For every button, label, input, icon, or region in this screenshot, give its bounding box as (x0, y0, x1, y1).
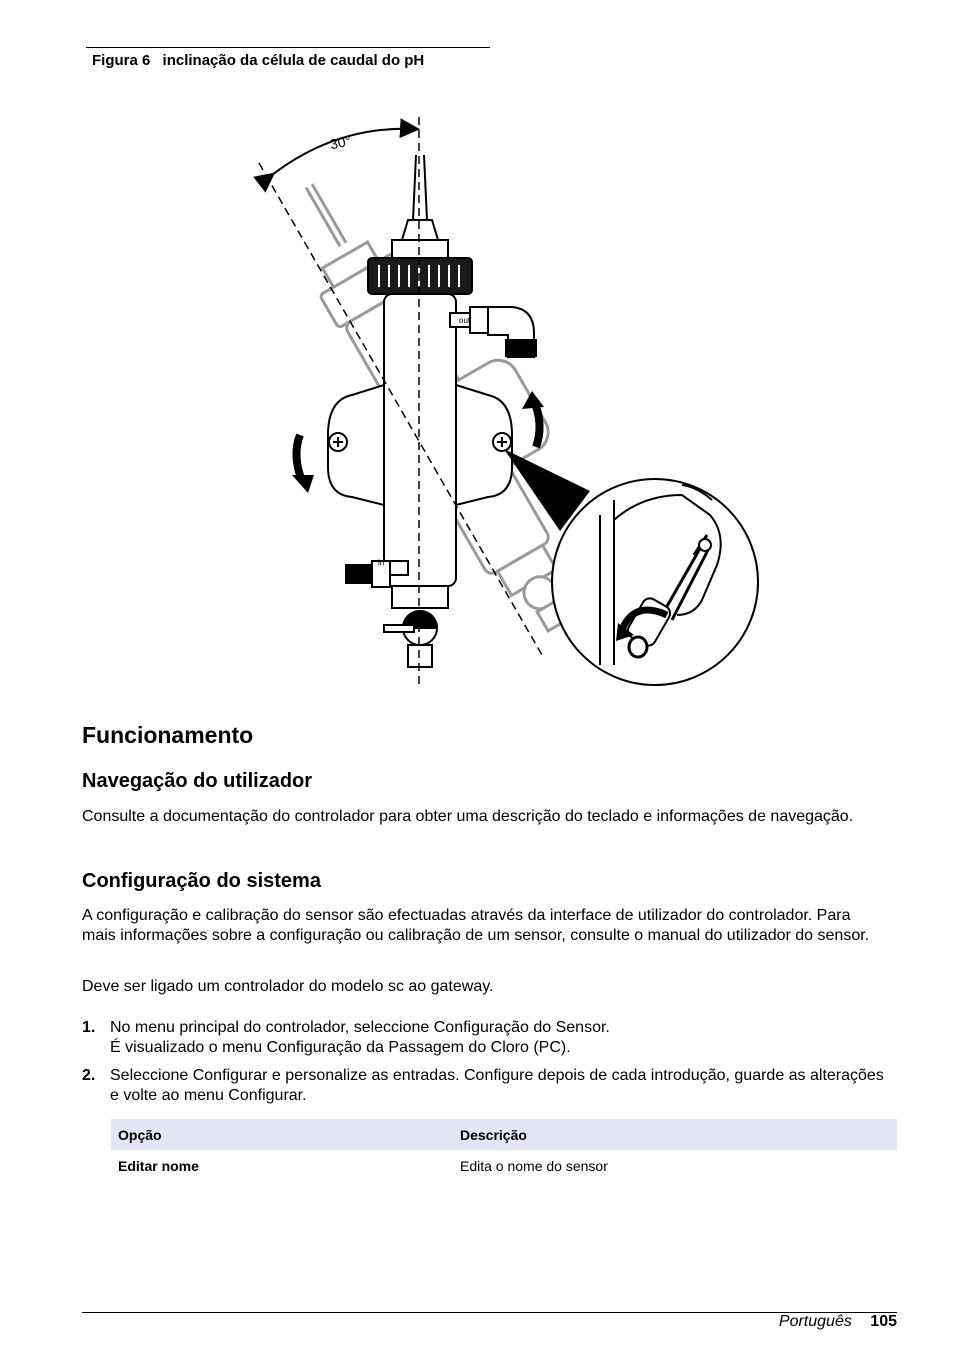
figure-number: Figura 6 (92, 52, 151, 69)
screw-adjustment-detail (552, 479, 758, 685)
step-instruction: Seleccione Configurar e personalize as entradas. Configure depois de cada introdução, guarde as alterações e volte ao menu Configurar. (110, 1067, 884, 1104)
navigation-heading: Navegação do utilizador (82, 770, 313, 792)
step-instruction: No menu principal do controlador, seleccione Configuração do Sensor. (110, 1019, 610, 1036)
outlet-port-label: out (459, 316, 471, 325)
configuration-heading: Configuração do sistema (82, 870, 321, 892)
figure-caption (92, 52, 424, 69)
flow-cell-tilt-illustration (82, 95, 802, 695)
page-number: 105 (870, 1313, 897, 1330)
description-cell: Edita o nome do sensor (460, 1157, 608, 1174)
step-1 (82, 1018, 887, 1058)
upright-flow-cell (328, 155, 536, 667)
footer-rule (82, 1312, 897, 1313)
rotate-down-arrow-icon (292, 435, 314, 493)
table-header-row (111, 1119, 897, 1150)
column-header-option: Opção (111, 1119, 453, 1150)
step-number: 1. (82, 1019, 96, 1036)
configuration-text-1: A configuração e calibração do sensor são efectuadas através da interface de utilizador do controlador. Para mais informações sobre a configuração ou calibração de um sensor, consulte o manual do utilizador do sensor. (82, 907, 870, 944)
option-cell: Editar nome (118, 1157, 199, 1174)
table-row (111, 1150, 897, 1181)
options-table (111, 1119, 897, 1181)
figure-caption-text: inclinação da célula de caudal do pH (162, 52, 425, 69)
section-title: Funcionamento (82, 722, 254, 748)
inlet-port-label: in (378, 558, 385, 567)
angle-label: 30° (328, 132, 353, 153)
step-result: É visualizado o menu Configuração da Passagem do Cloro (PC). (110, 1039, 571, 1056)
column-header-description: Descrição (453, 1119, 897, 1150)
step-number: 2. (82, 1067, 96, 1084)
configuration-text-2: Deve ser ligado um controlador do modelo sc ao gateway. (82, 978, 494, 995)
footer-language: Português (778, 1313, 852, 1330)
page-footer (779, 1313, 897, 1331)
navigation-text: Consulte a documentação do controlador para obter uma descrição do teclado e informações de navegação. (82, 808, 854, 825)
step-2 (82, 1066, 887, 1106)
figure-top-rule (86, 47, 490, 48)
